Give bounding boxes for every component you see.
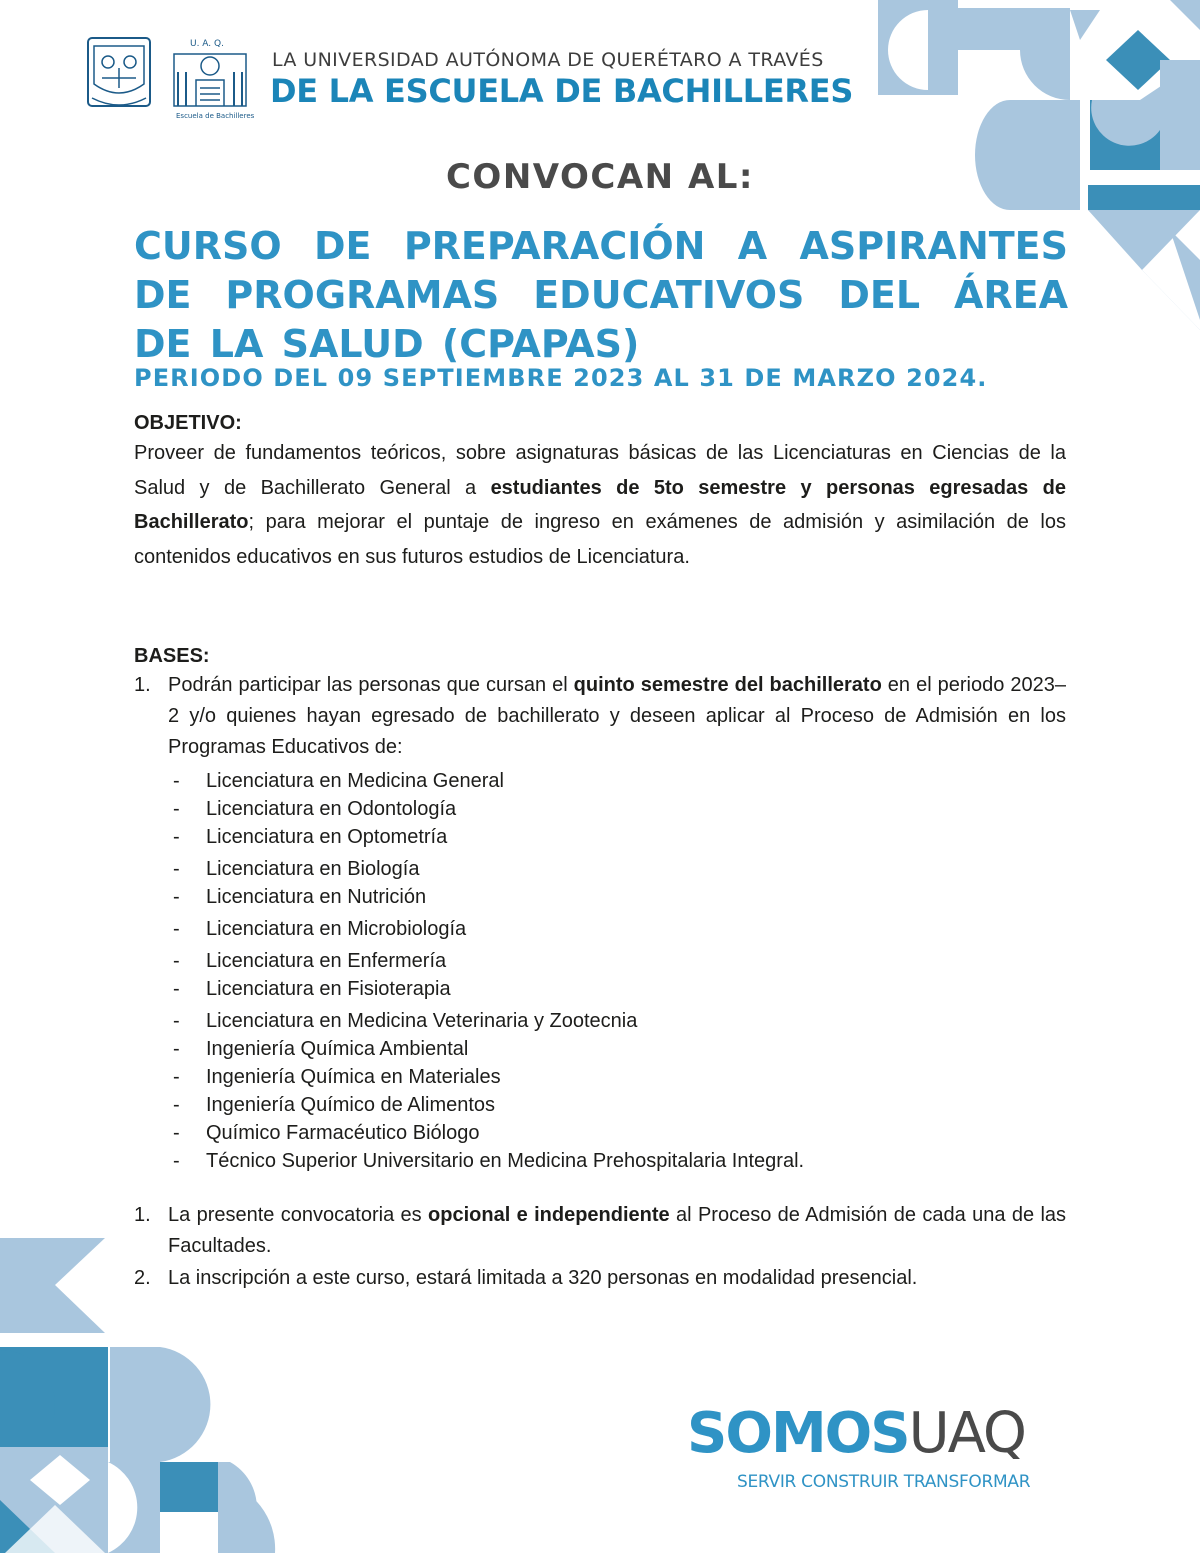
program-item: - Licenciatura en Nutrición bbox=[170, 883, 804, 911]
program-item: - Ingeniería Química en Materiales bbox=[170, 1063, 804, 1091]
program-item: - Ingeniería Químico de Alimentos bbox=[170, 1091, 804, 1119]
somos-uaq-logo: SOMOSUAQ bbox=[687, 1401, 1025, 1466]
objective-heading: OBJETIVO: bbox=[134, 412, 242, 434]
uaq-shield-icon bbox=[88, 38, 150, 106]
bases-item-3 bbox=[134, 1263, 1066, 1294]
program-item: - Licenciatura en Medicina Veterinaria y Zootecnia bbox=[170, 1007, 804, 1035]
program-item: - Licenciatura en Biología bbox=[170, 855, 804, 883]
item-number: 1. bbox=[134, 674, 151, 696]
program-item: - Técnico Superior Universitario en Medicina Prehospitalaria Integral. bbox=[170, 1147, 804, 1175]
program-item: - Licenciatura en Microbiología bbox=[170, 915, 804, 943]
header-university-line: LA UNIVERSIDAD AUTÓNOMA DE QUERÉTARO A TRAVÉS bbox=[272, 49, 824, 71]
bases-item-1 bbox=[134, 670, 1066, 763]
program-item: - Licenciatura en Enfermería bbox=[170, 947, 804, 975]
svg-text:U. A. Q.: U. A. Q. bbox=[190, 39, 224, 49]
program-item: - Licenciatura en Medicina General bbox=[170, 767, 804, 795]
program-item: - Licenciatura en Odontología bbox=[170, 795, 804, 823]
university-logos bbox=[86, 36, 286, 126]
escuela-bachilleres-emblem-icon bbox=[174, 39, 255, 120]
svg-text:Escuela de Bachilleres: Escuela de Bachilleres bbox=[176, 112, 255, 120]
objective-text: Proveer de fundamentos teóricos, sobre asignaturas básicas de las Licenciaturas en Ciencias de la Salud y de Bachillerato General a estudiantes de 5to semestre y personas egresadas de Bachillerato; para mejorar el puntaje de ingreso en exámenes de admisión y asimilación de los contenidos educativos en sus futuros estudios de Licenciatura. bbox=[134, 442, 1066, 568]
item-number: 2. bbox=[134, 1267, 151, 1289]
program-item: - Ingeniería Química Ambiental bbox=[170, 1035, 804, 1063]
item-text: Podrán participar las personas que cursan el quinto semestre del bachillerato en el periodo 2023–2 y/o quienes hayan egresado de bachillerato y deseen aplicar al Proceso de Admisión en los Programas Educativos de: bbox=[168, 674, 1067, 758]
item-number: 1. bbox=[134, 1204, 151, 1226]
header-school-name: DE LA ESCUELA DE BACHILLERES bbox=[270, 72, 854, 110]
program-item: - Licenciatura en Fisioterapia bbox=[170, 975, 804, 1003]
item-text: La inscripción a este curso, estará limitada a 320 personas en modalidad presencial. bbox=[168, 1267, 918, 1289]
item-text: La presente convocatoria es opcional e independiente al Proceso de Admisión de cada una de las Facultades. bbox=[168, 1204, 1067, 1257]
program-item: - Químico Farmacéutico Biólogo bbox=[170, 1119, 804, 1147]
bases-heading: BASES: bbox=[134, 645, 210, 667]
course-period: PERIODO DEL 09 SEPTIEMBRE 2023 AL 31 DE MARZO 2024. bbox=[134, 364, 988, 392]
course-title: CURSO DE PREPARACIÓN A ASPIRANTES DE PROGRAMAS EDUCATIVOS DEL ÁREA DE LA SALUD (CPAPAS) bbox=[134, 224, 1068, 366]
convocan-heading: CONVOCAN AL: bbox=[445, 157, 755, 197]
footer-tagline: SERVIR CONSTRUIR TRANSFORMAR bbox=[737, 1472, 1031, 1492]
bases-item-2 bbox=[134, 1200, 1066, 1262]
program-item: - Licenciatura en Optometría bbox=[170, 823, 804, 851]
programs-list bbox=[170, 767, 804, 1175]
